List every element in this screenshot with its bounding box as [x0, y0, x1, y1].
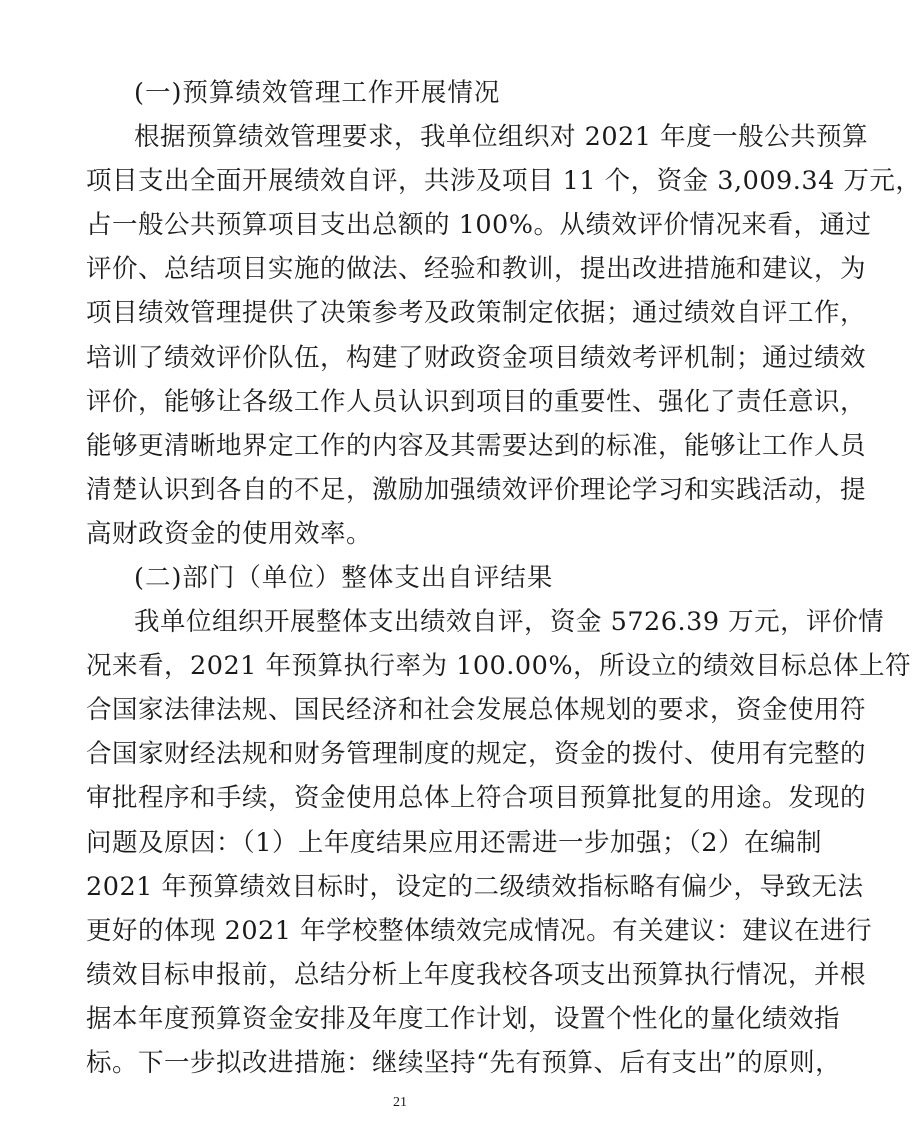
- paragraph-line: 项目绩效管理提供了决策参考及政策制定依据；通过绩效自评工作，: [86, 298, 867, 328]
- paragraph-line: 审批程序和手续，资金使用总体上符合项目预算批复的用途。发现的: [86, 783, 867, 813]
- section-heading-budget-performance: (一)预算绩效管理工作开展情况: [134, 78, 501, 108]
- paragraph-line: 问题及原因：（1）上年度结果应用还需进一步加强；（2）在编制: [86, 828, 822, 858]
- paragraph-line: 更好的体现 2021 年学校整体绩效完成情况。有关建议：建议在进行: [86, 916, 873, 946]
- paragraph-line: 能够更清晰地界定工作的内容及其需要达到的标准，能够让工作人员: [86, 431, 867, 461]
- paragraph-line: 况来看，2021 年预算执行率为 100.00%，所设立的绩效目标总体上符: [86, 651, 912, 681]
- paragraph-line: 项目支出全面开展绩效自评，共涉及项目 11 个，资金 3,009.34 万元，: [86, 166, 921, 196]
- paragraph-line: 据本年度预算资金安排及年度工作计划，设置个性化的量化绩效指: [86, 1004, 841, 1034]
- paragraph-line: 评价、总结项目实施的做法、经验和教训，提出改进措施和建议，为: [86, 254, 867, 284]
- paragraph-line: 合国家法律法规、国民经济和社会发展总体规划的要求，资金使用符: [86, 695, 867, 725]
- paragraph-line: 评价，能够让各级工作人员认识到项目的重要性、强化了责任意识，: [86, 387, 867, 417]
- paragraph-line: 合国家财经法规和财务管理制度的规定，资金的拨付、使用有完整的: [86, 739, 867, 769]
- paragraph-line: 根据预算绩效管理要求，我单位组织对 2021 年度一般公共预算: [134, 122, 869, 152]
- paragraph-line: 标。下一步拟改进措施：继续坚持“先有预算、后有支出”的原则，: [86, 1048, 842, 1078]
- paragraph-line: 占一般公共预算项目支出总额的 100%。从绩效评价情况来看，通过: [86, 210, 872, 240]
- paragraph-line: 2021 年预算绩效目标时，设定的二级绩效指标略有偏少，导致无法: [86, 872, 864, 902]
- paragraph-line: 我单位组织开展整体支出绩效自评，资金 5726.39 万元，评价情: [134, 607, 885, 637]
- page-number: 21: [393, 1095, 407, 1110]
- paragraph-line: 清楚认识到各自的不足，激励加强绩效评价理论学习和实践活动，提: [86, 475, 867, 505]
- paragraph-line: 高财政资金的使用效率。: [86, 519, 373, 549]
- paragraph-line: 培训了绩效评价队伍，构建了财政资金项目绩效考评机制；通过绩效: [86, 343, 867, 373]
- section-heading-overall-expenditure: (二)部门（单位）整体支出自评结果: [134, 563, 554, 593]
- paragraph-line: 绩效目标申报前，总结分析上年度我校各项支出预算执行情况，并根: [86, 960, 867, 990]
